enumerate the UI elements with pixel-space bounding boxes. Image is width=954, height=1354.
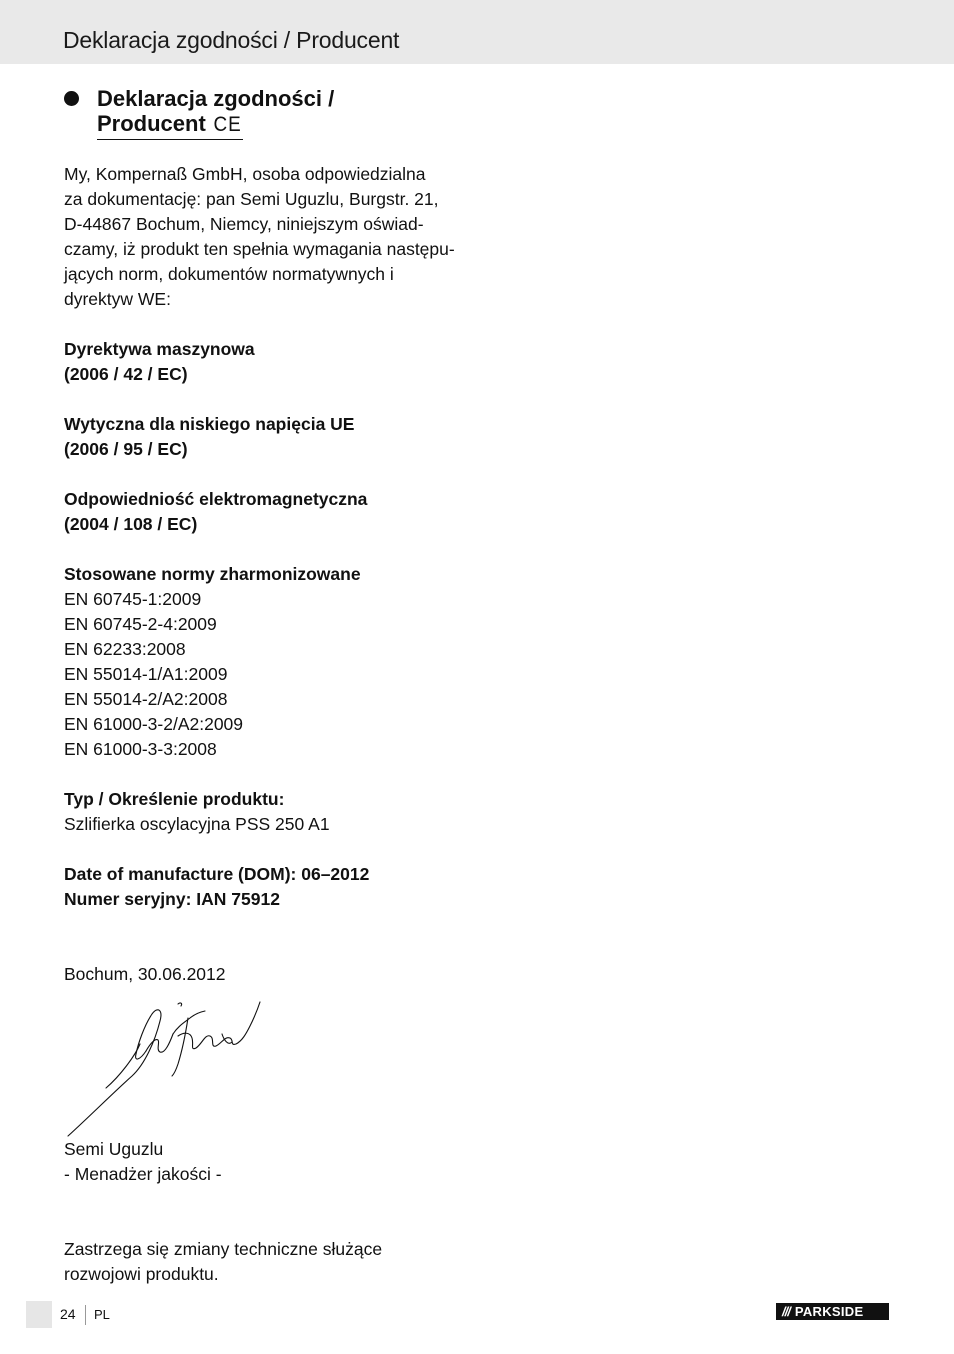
- standard-item: EN 60745-1:2009: [64, 589, 202, 609]
- directive-name: Dyrektywa maszynowa: [64, 339, 255, 359]
- signer-role: - Menadżer jakości -: [64, 1164, 222, 1184]
- bullet-icon: [64, 91, 79, 106]
- place-date: Bochum, 30.06.2012: [64, 964, 226, 984]
- ce-mark-icon: CE: [213, 113, 242, 136]
- signer-block: [64, 1137, 484, 1187]
- parkside-logo: [776, 1303, 889, 1320]
- signature-icon: [60, 996, 270, 1141]
- section-heading: [64, 86, 484, 140]
- product-label: Typ / Określenie produktu:: [64, 789, 285, 809]
- intro-paragraph: [64, 162, 484, 312]
- directive-machinery: [64, 337, 484, 387]
- product-section: [64, 787, 484, 837]
- directive-code: (2004 / 108 / EC): [64, 514, 198, 534]
- intro-line: dyrektyw WE:: [64, 289, 171, 309]
- intro-line: jących norm, dokumentów normatywnych i: [64, 264, 394, 284]
- directive-emc: [64, 487, 484, 537]
- directive-name: Odpowiedniość elektromagnetyczna: [64, 489, 368, 509]
- header-bar: [0, 0, 954, 64]
- directive-code: (2006 / 42 / EC): [64, 364, 188, 384]
- footer-marker: [26, 1301, 52, 1328]
- standards-section: [64, 562, 484, 762]
- product-value: Szlifierka oscylacyjna PSS 250 A1: [64, 814, 330, 834]
- page-title: Deklaracja zgodności / Producent: [63, 27, 400, 53]
- directive-code: (2006 / 95 / EC): [64, 439, 188, 459]
- disclaimer-line: rozwojowi produktu.: [64, 1264, 219, 1284]
- standard-item: EN 55014-1/A1:2009: [64, 664, 228, 684]
- standard-item: EN 55014-2/A2:2008: [64, 689, 228, 709]
- standard-item: EN 62233:2008: [64, 639, 186, 659]
- logo-stripes-icon: ///: [782, 1304, 790, 1319]
- date-of-manufacture: Date of manufacture (DOM): 06–2012: [64, 864, 370, 884]
- heading-line-2: Producent: [97, 111, 206, 136]
- footer-divider: [85, 1305, 86, 1325]
- disclaimer-line: Zastrzega się zmiany techniczne służące: [64, 1239, 383, 1259]
- signer-name: Semi Uguzlu: [64, 1139, 164, 1159]
- intro-line: My, Kompernaß GmbH, osoba odpowiedzialna: [64, 164, 426, 184]
- intro-line: czamy, iż produkt ten spełnia wymagania następu-: [64, 239, 455, 259]
- standards-heading: Stosowane normy zharmonizowane: [64, 564, 361, 584]
- standard-item: EN 61000-3-3:2008: [64, 739, 217, 759]
- intro-line: za dokumentację: pan Semi Uguzlu, Burgstr. 21,: [64, 189, 439, 209]
- directive-name: Wytyczna dla niskiego napięcia UE: [64, 414, 355, 434]
- heading-line-1: Deklaracja zgodności /: [97, 86, 335, 111]
- page-number: 24: [60, 1306, 76, 1322]
- heading-line-2-wrapper: [97, 111, 243, 140]
- manufacture-section: [64, 862, 484, 912]
- disclaimer: [64, 1237, 484, 1287]
- directive-low-voltage: [64, 412, 484, 462]
- intro-line: D-44867 Bochum, Niemcy, niniejszym oświad-: [64, 214, 424, 234]
- serial-number: Numer seryjny: IAN 75912: [64, 889, 280, 909]
- standard-item: EN 60745-2-4:2009: [64, 614, 217, 634]
- standard-item: EN 61000-3-2/A2:2009: [64, 714, 244, 734]
- brand-name: PARKSIDE: [794, 1304, 864, 1319]
- language-code: PL: [94, 1307, 110, 1322]
